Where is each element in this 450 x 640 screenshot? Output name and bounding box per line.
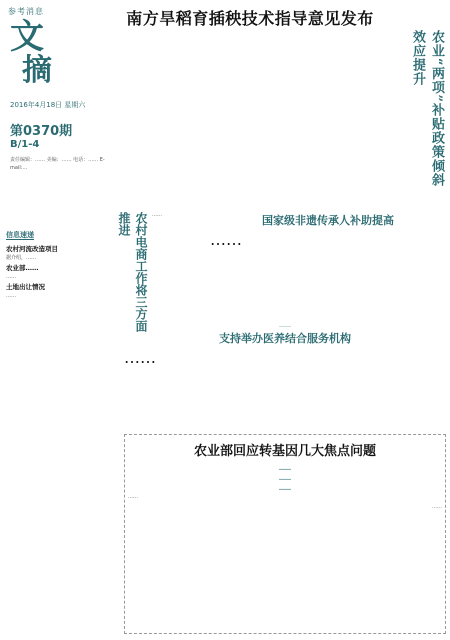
issue-date: 2016年4月18日 星期六 <box>10 101 86 109</box>
left-item-text: …… <box>6 293 16 299</box>
issue-info <box>10 100 114 172</box>
bottom-headline: 农业部回应转基因几大焦点问题 <box>193 444 376 459</box>
masthead-sub: 参考消息 <box>8 7 44 16</box>
bottom-signature: …… <box>432 504 442 510</box>
band-body: …… <box>124 348 156 367</box>
left-item-text: 据介绍，…… <box>6 255 37 261</box>
left-column <box>6 228 122 303</box>
right-subheadline: 国家级非遗传承人补助提高 <box>262 214 394 227</box>
issue-pages: B/1-4 <box>10 139 40 150</box>
masthead-title-1: 文 <box>10 17 44 57</box>
bottom-question: …… <box>279 485 291 492</box>
issue-staff: 责任编辑：…… 美编：…… 电话：…… E-mail:… <box>10 157 105 171</box>
main-headline: 南方旱稻育插秧技术指导意见发布 <box>126 9 374 28</box>
issue-number: 第0370期 <box>10 124 73 139</box>
section-tag: 信息速递 <box>6 231 34 239</box>
bottom-text: …… <box>128 494 138 500</box>
bottom-question: …… <box>279 465 291 472</box>
middle-vertical-headline: 农村电商工作将三方面推进 <box>117 212 148 332</box>
left-item-head: 农业部…… <box>6 264 39 272</box>
left-item-text: …… <box>6 274 16 280</box>
middle-column-text: …… <box>152 212 162 218</box>
left-item-head: 土地出让情况 <box>6 283 45 291</box>
masthead <box>0 0 118 96</box>
band-kicker: …… <box>279 322 291 329</box>
bottom-article <box>128 462 442 510</box>
masthead-title-2: 摘 <box>22 53 52 88</box>
right-vertical-headline: 农业“两项”补贴政策倾斜效应提升 <box>410 30 444 187</box>
band-headline: 支持举办医养结合服务机构 <box>219 332 351 345</box>
right-sub-body: …… <box>210 230 242 249</box>
bottom-question: …… <box>279 475 291 482</box>
left-item-head: 农村河流改造项目 <box>6 245 58 253</box>
